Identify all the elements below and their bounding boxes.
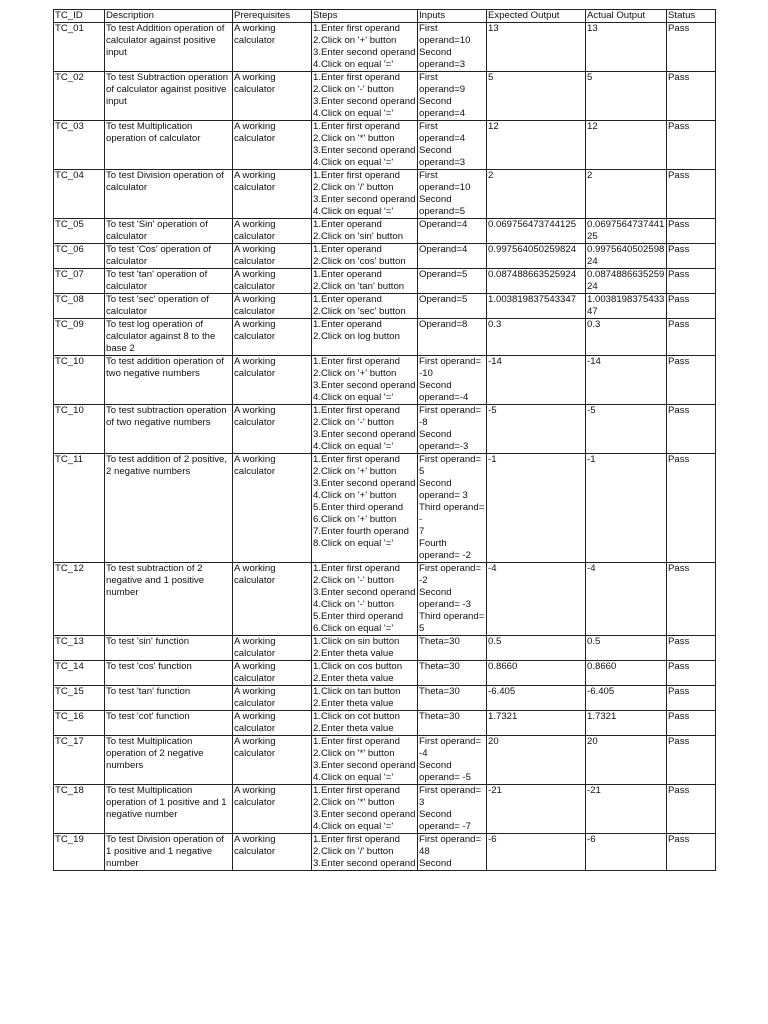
cell-prerequisites: A working calculator xyxy=(233,785,312,834)
cell-prerequisites: A working calculator xyxy=(233,269,312,294)
cell-steps xyxy=(312,785,418,834)
table-row xyxy=(54,244,716,269)
table-row xyxy=(54,294,716,319)
cell-prerequisites: A working calculator xyxy=(233,454,312,563)
step-line: 2.Click on '-' button xyxy=(313,84,394,95)
cell-actual-output: 13 xyxy=(586,23,667,72)
cell-actual-output: 0.8660 xyxy=(586,661,667,686)
cell-inputs: First operand= -4 Second operand= -5 xyxy=(418,736,487,785)
table-row xyxy=(54,661,716,686)
cell-steps xyxy=(312,219,418,244)
cell-actual-output: 2 xyxy=(586,170,667,219)
cell-expected-output: -6.405 xyxy=(487,686,586,711)
cell-inputs: Operand=4 xyxy=(418,219,487,244)
step-line: 2.Enter theta value xyxy=(313,673,394,684)
cell-inputs: First operand=10 Second operand=3 xyxy=(418,23,487,72)
cell-inputs: First operand=9 Second operand=4 xyxy=(418,72,487,121)
step-line: 2.Click on '*' button xyxy=(313,133,395,144)
cell-description: To test addition operation of two negative numbers xyxy=(105,356,233,405)
cell-description: To test 'tan' operation of calculator xyxy=(105,269,233,294)
step-line: 3.Enter second operand xyxy=(313,858,416,869)
step-line: 2.Click on '+' button xyxy=(313,466,397,477)
cell-inputs: First operand= -8 Second operand=-3 xyxy=(418,405,487,454)
cell-status: Pass xyxy=(667,636,716,661)
cell-steps xyxy=(312,72,418,121)
cell-tc-id: TC_15 xyxy=(54,686,105,711)
step-line: 2.Click on '*' button xyxy=(313,748,395,759)
cell-description: To test subtraction operation of two negative numbers xyxy=(105,405,233,454)
table-row xyxy=(54,356,716,405)
table-row xyxy=(54,72,716,121)
step-line: 2.Click on 'sin' button xyxy=(313,231,404,242)
cell-steps xyxy=(312,170,418,219)
cell-expected-output: 0.8660 xyxy=(487,661,586,686)
cell-expected-output: 5 xyxy=(487,72,586,121)
step-line: 2.Click on '/' button xyxy=(313,182,394,193)
step-line: 2.Click on '/' button xyxy=(313,846,394,857)
table-row xyxy=(54,121,716,170)
cell-status: Pass xyxy=(667,686,716,711)
step-line: 1.Click on cot button xyxy=(313,711,400,722)
header-inputs: Inputs xyxy=(418,10,487,23)
table-row xyxy=(54,405,716,454)
cell-inputs: Operand=8 xyxy=(418,319,487,356)
table-row xyxy=(54,785,716,834)
step-line: 1.Enter first operand xyxy=(313,23,400,34)
cell-steps xyxy=(312,121,418,170)
cell-actual-output: -5 xyxy=(586,405,667,454)
step-line: 1.Enter first operand xyxy=(313,356,400,367)
cell-actual-output: 0.5 xyxy=(586,636,667,661)
cell-prerequisites: A working calculator xyxy=(233,636,312,661)
cell-actual-output: 1.7321 xyxy=(586,711,667,736)
cell-steps xyxy=(312,23,418,72)
cell-inputs: Theta=30 xyxy=(418,711,487,736)
cell-description: To test log operation of calculator against 8 to the base 2 xyxy=(105,319,233,356)
step-line: 4.Click on equal '=' xyxy=(313,206,394,217)
step-line: 2.Enter theta value xyxy=(313,723,394,734)
cell-steps xyxy=(312,269,418,294)
cell-expected-output: 12 xyxy=(487,121,586,170)
step-line: 3.Enter second operand xyxy=(313,194,416,205)
cell-actual-output: 0.3 xyxy=(586,319,667,356)
cell-inputs: Operand=5 xyxy=(418,269,487,294)
cell-status: Pass xyxy=(667,834,716,871)
cell-inputs: First operand=10 Second operand=5 xyxy=(418,170,487,219)
cell-expected-output: 0.5 xyxy=(487,636,586,661)
step-line: 4.Click on equal '=' xyxy=(313,157,394,168)
step-line: 1.Enter first operand xyxy=(313,736,400,747)
cell-status: Pass xyxy=(667,319,716,356)
cell-steps xyxy=(312,834,418,871)
cell-actual-output: -14 xyxy=(586,356,667,405)
cell-prerequisites: A working calculator xyxy=(233,219,312,244)
step-line: 1.Enter first operand xyxy=(313,121,400,132)
cell-expected-output: 0.087488663525924 xyxy=(487,269,586,294)
cell-inputs: Operand=5 xyxy=(418,294,487,319)
cell-description: To test Division operation of calculator xyxy=(105,170,233,219)
cell-steps xyxy=(312,454,418,563)
cell-tc-id: TC_06 xyxy=(54,244,105,269)
cell-status: Pass xyxy=(667,711,716,736)
cell-prerequisites: A working calculator xyxy=(233,294,312,319)
step-line: 2.Enter theta value xyxy=(313,698,394,709)
cell-status: Pass xyxy=(667,244,716,269)
cell-tc-id: TC_17 xyxy=(54,736,105,785)
cell-inputs: First operand= 5 Second operand= 3 Third operand= - 7 Fourth operand= -2 xyxy=(418,454,487,563)
header-expected-output: Expected Output xyxy=(487,10,586,23)
cell-status: Pass xyxy=(667,661,716,686)
step-line: 3.Enter second operand xyxy=(313,429,416,440)
table-row xyxy=(54,319,716,356)
cell-expected-output: -1 xyxy=(487,454,586,563)
step-line: 4.Click on equal '=' xyxy=(313,392,394,403)
step-line: 5.Enter third operand xyxy=(313,502,404,513)
cell-status: Pass xyxy=(667,454,716,563)
header-tc-id: TC_ID xyxy=(54,10,105,23)
cell-inputs: Theta=30 xyxy=(418,661,487,686)
step-line: 2.Enter theta value xyxy=(313,648,394,659)
table-row xyxy=(54,454,716,563)
cell-prerequisites: A working calculator xyxy=(233,356,312,405)
step-line: 4.Click on '+' button xyxy=(313,490,397,501)
step-line: 3.Enter second operand xyxy=(313,47,416,58)
cell-status: Pass xyxy=(667,405,716,454)
cell-prerequisites: A working calculator xyxy=(233,23,312,72)
cell-description: To test 'Cos' operation of calculator xyxy=(105,244,233,269)
table-body xyxy=(54,23,716,871)
step-line: 2.Click on log button xyxy=(313,331,400,342)
cell-steps xyxy=(312,405,418,454)
cell-description: To test Multiplication operation of calculator xyxy=(105,121,233,170)
table-row xyxy=(54,834,716,871)
header-steps: Steps xyxy=(312,10,418,23)
cell-inputs: First operand=4 Second operand=3 xyxy=(418,121,487,170)
step-line: 4.Click on equal '=' xyxy=(313,108,394,119)
cell-actual-output: 0.9975640502598 24 xyxy=(586,244,667,269)
cell-tc-id: TC_04 xyxy=(54,170,105,219)
cell-expected-output: -14 xyxy=(487,356,586,405)
step-line: 3.Enter second operand xyxy=(313,145,416,156)
step-line: 3.Enter second operand xyxy=(313,587,416,598)
cell-inputs: First operand= 3 Second operand= -7 xyxy=(418,785,487,834)
cell-tc-id: TC_10 xyxy=(54,405,105,454)
cell-description: To test 'cot' function xyxy=(105,711,233,736)
cell-prerequisites: A working calculator xyxy=(233,563,312,636)
cell-steps xyxy=(312,686,418,711)
cell-status: Pass xyxy=(667,23,716,72)
cell-description: To test subtraction of 2 negative and 1 positive number xyxy=(105,563,233,636)
cell-actual-output: -1 xyxy=(586,454,667,563)
cell-inputs: Theta=30 xyxy=(418,636,487,661)
step-line: 6.Click on equal '=' xyxy=(313,623,394,634)
cell-tc-id: TC_07 xyxy=(54,269,105,294)
step-line: 4.Click on equal '=' xyxy=(313,441,394,452)
step-line: 1.Enter first operand xyxy=(313,405,400,416)
cell-status: Pass xyxy=(667,170,716,219)
header-prerequisites: Prerequisites xyxy=(233,10,312,23)
step-line: 2.Click on 'tan' button xyxy=(313,281,405,292)
step-line: 2.Click on '-' button xyxy=(313,417,394,428)
step-line: 1.Click on tan button xyxy=(313,686,401,697)
step-line: 3.Enter second operand xyxy=(313,760,416,771)
cell-actual-output: 1.0038198375433 47 xyxy=(586,294,667,319)
header-status: Status xyxy=(667,10,716,23)
cell-steps xyxy=(312,356,418,405)
cell-status: Pass xyxy=(667,294,716,319)
cell-expected-output: 1.7321 xyxy=(487,711,586,736)
cell-description: To test Multiplication operation of 1 positive and 1 negative number xyxy=(105,785,233,834)
cell-description: To test 'cos' function xyxy=(105,661,233,686)
cell-prerequisites: A working calculator xyxy=(233,834,312,871)
step-line: 1.Click on cos button xyxy=(313,661,403,672)
cell-status: Pass xyxy=(667,736,716,785)
step-line: 1.Click on sin button xyxy=(313,636,400,647)
table-row xyxy=(54,23,716,72)
cell-tc-id: TC_13 xyxy=(54,636,105,661)
step-line: 5.Enter third operand xyxy=(313,611,404,622)
cell-tc-id: TC_03 xyxy=(54,121,105,170)
cell-actual-output: -6 xyxy=(586,834,667,871)
cell-inputs: First operand= -2 Second operand= -3 Third operand= 5 xyxy=(418,563,487,636)
step-line: 1.Enter first operand xyxy=(313,785,400,796)
table-row xyxy=(54,269,716,294)
table-row xyxy=(54,686,716,711)
cell-expected-output: 1.003819837543347 xyxy=(487,294,586,319)
cell-prerequisites: A working calculator xyxy=(233,711,312,736)
cell-actual-output: -21 xyxy=(586,785,667,834)
cell-expected-output: 0.997564050259824 xyxy=(487,244,586,269)
cell-expected-output: -5 xyxy=(487,405,586,454)
cell-expected-output: 2 xyxy=(487,170,586,219)
table-row xyxy=(54,170,716,219)
cell-actual-output: -4 xyxy=(586,563,667,636)
cell-tc-id: TC_10 xyxy=(54,356,105,405)
cell-tc-id: TC_09 xyxy=(54,319,105,356)
test-case-table xyxy=(53,9,716,871)
cell-steps xyxy=(312,294,418,319)
cell-tc-id: TC_11 xyxy=(54,454,105,563)
step-line: 3.Enter second operand xyxy=(313,96,416,107)
table-row xyxy=(54,563,716,636)
cell-status: Pass xyxy=(667,785,716,834)
cell-status: Pass xyxy=(667,269,716,294)
cell-description: To test 'sec' operation of calculator xyxy=(105,294,233,319)
cell-tc-id: TC_01 xyxy=(54,23,105,72)
cell-prerequisites: A working calculator xyxy=(233,736,312,785)
step-line: 1.Enter first operand xyxy=(313,563,400,574)
cell-actual-output: 0.0697564737441 25 xyxy=(586,219,667,244)
cell-description: To test Subtraction operation of calculator against positive input xyxy=(105,72,233,121)
cell-tc-id: TC_18 xyxy=(54,785,105,834)
cell-prerequisites: A working calculator xyxy=(233,319,312,356)
step-line: 1.Enter operand xyxy=(313,294,382,305)
cell-description: To test Addition operation of calculator against positive input xyxy=(105,23,233,72)
step-line: 3.Enter second operand xyxy=(313,380,416,391)
step-line: 4.Click on '-' button xyxy=(313,599,394,610)
cell-description: To test addition of 2 positive, 2 negative numbers xyxy=(105,454,233,563)
cell-steps xyxy=(312,736,418,785)
cell-prerequisites: A working calculator xyxy=(233,661,312,686)
step-line: 4.Click on equal '=' xyxy=(313,772,394,783)
cell-steps xyxy=(312,636,418,661)
cell-prerequisites: A working calculator xyxy=(233,170,312,219)
cell-steps xyxy=(312,319,418,356)
table-header-row xyxy=(54,10,716,23)
step-line: 1.Enter operand xyxy=(313,219,382,230)
cell-expected-output: 13 xyxy=(487,23,586,72)
cell-tc-id: TC_05 xyxy=(54,219,105,244)
cell-status: Pass xyxy=(667,563,716,636)
step-line: 2.Click on 'sec' button xyxy=(313,306,406,317)
step-line: 1.Enter operand xyxy=(313,319,382,330)
cell-actual-output: 12 xyxy=(586,121,667,170)
step-line: 1.Enter first operand xyxy=(313,454,400,465)
cell-inputs: First operand= -10 Second operand=-4 xyxy=(418,356,487,405)
step-line: 8.Click on equal '=' xyxy=(313,538,394,549)
cell-steps xyxy=(312,563,418,636)
cell-steps xyxy=(312,244,418,269)
cell-inputs: Operand=4 xyxy=(418,244,487,269)
cell-status: Pass xyxy=(667,219,716,244)
header-actual-output: Actual Output xyxy=(586,10,667,23)
step-line: 4.Click on equal '=' xyxy=(313,821,394,832)
cell-expected-output: -4 xyxy=(487,563,586,636)
step-line: 6.Click on '+' button xyxy=(313,514,397,525)
cell-prerequisites: A working calculator xyxy=(233,72,312,121)
cell-status: Pass xyxy=(667,72,716,121)
step-line: 2.Click on 'cos' button xyxy=(313,256,406,267)
step-line: 2.Click on '-' button xyxy=(313,575,394,586)
cell-expected-output: 0.069756473744125 xyxy=(487,219,586,244)
step-line: 2.Click on '*' button xyxy=(313,797,395,808)
cell-status: Pass xyxy=(667,356,716,405)
cell-description: To test 'Sin' operation of calculator xyxy=(105,219,233,244)
header-description: Description xyxy=(105,10,233,23)
cell-tc-id: TC_08 xyxy=(54,294,105,319)
table-row xyxy=(54,736,716,785)
cell-status: Pass xyxy=(667,121,716,170)
step-line: 1.Enter operand xyxy=(313,244,382,255)
table-row xyxy=(54,636,716,661)
step-line: 2.Click on '+' button xyxy=(313,35,397,46)
cell-expected-output: -6 xyxy=(487,834,586,871)
cell-tc-id: TC_14 xyxy=(54,661,105,686)
table-row xyxy=(54,219,716,244)
cell-actual-output: 5 xyxy=(586,72,667,121)
cell-tc-id: TC_19 xyxy=(54,834,105,871)
step-line: 1.Enter first operand xyxy=(313,170,400,181)
cell-description: To test 'sin' function xyxy=(105,636,233,661)
cell-expected-output: 20 xyxy=(487,736,586,785)
cell-description: To test 'tan' function xyxy=(105,686,233,711)
cell-steps xyxy=(312,661,418,686)
cell-prerequisites: A working calculator xyxy=(233,686,312,711)
cell-expected-output: -21 xyxy=(487,785,586,834)
step-line: 3.Enter second operand xyxy=(313,809,416,820)
step-line: 3.Enter second operand xyxy=(313,478,416,489)
cell-prerequisites: A working calculator xyxy=(233,405,312,454)
cell-description: To test Division operation of 1 positive and 1 negative number xyxy=(105,834,233,871)
cell-tc-id: TC_02 xyxy=(54,72,105,121)
cell-actual-output: 20 xyxy=(586,736,667,785)
table-row xyxy=(54,711,716,736)
cell-inputs: First operand= 48 Second xyxy=(418,834,487,871)
cell-prerequisites: A working calculator xyxy=(233,121,312,170)
step-line: 2.Click on '+' button xyxy=(313,368,397,379)
step-line: 1.Enter operand xyxy=(313,269,382,280)
step-line: 1.Enter first operand xyxy=(313,834,400,845)
cell-prerequisites: A working calculator xyxy=(233,244,312,269)
step-line: 4.Click on equal '=' xyxy=(313,59,394,70)
cell-expected-output: 0.3 xyxy=(487,319,586,356)
cell-inputs: Theta=30 xyxy=(418,686,487,711)
cell-tc-id: TC_16 xyxy=(54,711,105,736)
step-line: 1.Enter first operand xyxy=(313,72,400,83)
cell-steps xyxy=(312,711,418,736)
cell-description: To test Multiplication operation of 2 negative numbers xyxy=(105,736,233,785)
cell-tc-id: TC_12 xyxy=(54,563,105,636)
step-line: 7.Enter fourth operand xyxy=(313,526,410,537)
cell-actual-output: 0.0874886635259 24 xyxy=(586,269,667,294)
cell-actual-output: -6.405 xyxy=(586,686,667,711)
